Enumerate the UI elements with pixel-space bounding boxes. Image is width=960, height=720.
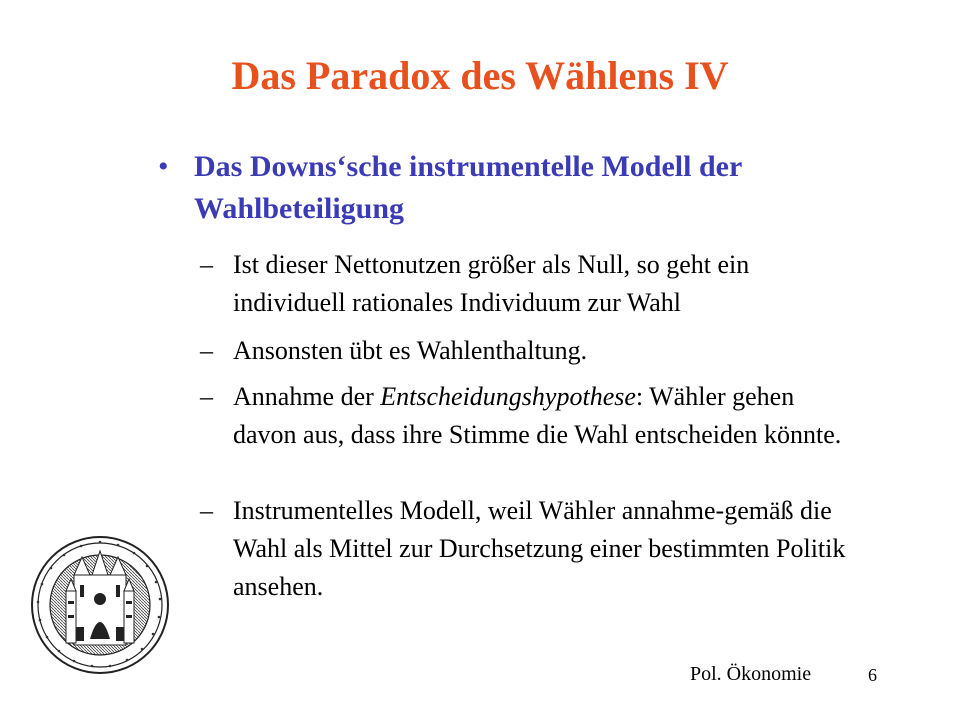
sub-bullet-1 (200, 246, 860, 322)
sub-bullet-text (233, 378, 860, 454)
university-seal-icon (30, 535, 170, 675)
sub-bullet-text: Ansonsten übt es Wahlenthaltung. (233, 336, 588, 365)
bullet-marker: • (158, 150, 169, 183)
dash-marker: – (200, 496, 213, 525)
page-number: 6 (868, 665, 877, 685)
slide-title: Das Paradox des Wählens IV (231, 53, 729, 98)
sub-bullet-text-after: : Wähler gehen davon aus, dass ihre Stimme die Wahl entscheiden könnte. (233, 382, 842, 449)
sub-bullet-3 (200, 378, 860, 454)
sub-bullet-text: Ist dieser Nettonutzen größer als Null, so geht ein individuell rationales Individuum zur Wahl (233, 250, 750, 317)
dash-marker: – (200, 250, 213, 279)
dash-marker: – (200, 336, 213, 365)
main-bullet (158, 146, 878, 230)
sub-bullet-2 (200, 332, 860, 370)
emphasis-term: Entscheidungshypothese (380, 382, 636, 411)
main-bullet-text: Das Downs‘sche instrumentelle Modell der Wahlbeteiligung (194, 150, 742, 225)
dash-marker: – (200, 382, 213, 411)
footer-course-label: Pol. Ökonomie (690, 663, 812, 685)
sub-bullet-text-before: Annahme der (233, 382, 381, 411)
sub-bullet-4 (200, 492, 860, 606)
sub-bullet-text: Instrumentelles Modell, weil Wähler annahme-gemäß die Wahl als Mittel zur Durchsetzung einer bestimmten Politik ansehen. (233, 496, 846, 601)
